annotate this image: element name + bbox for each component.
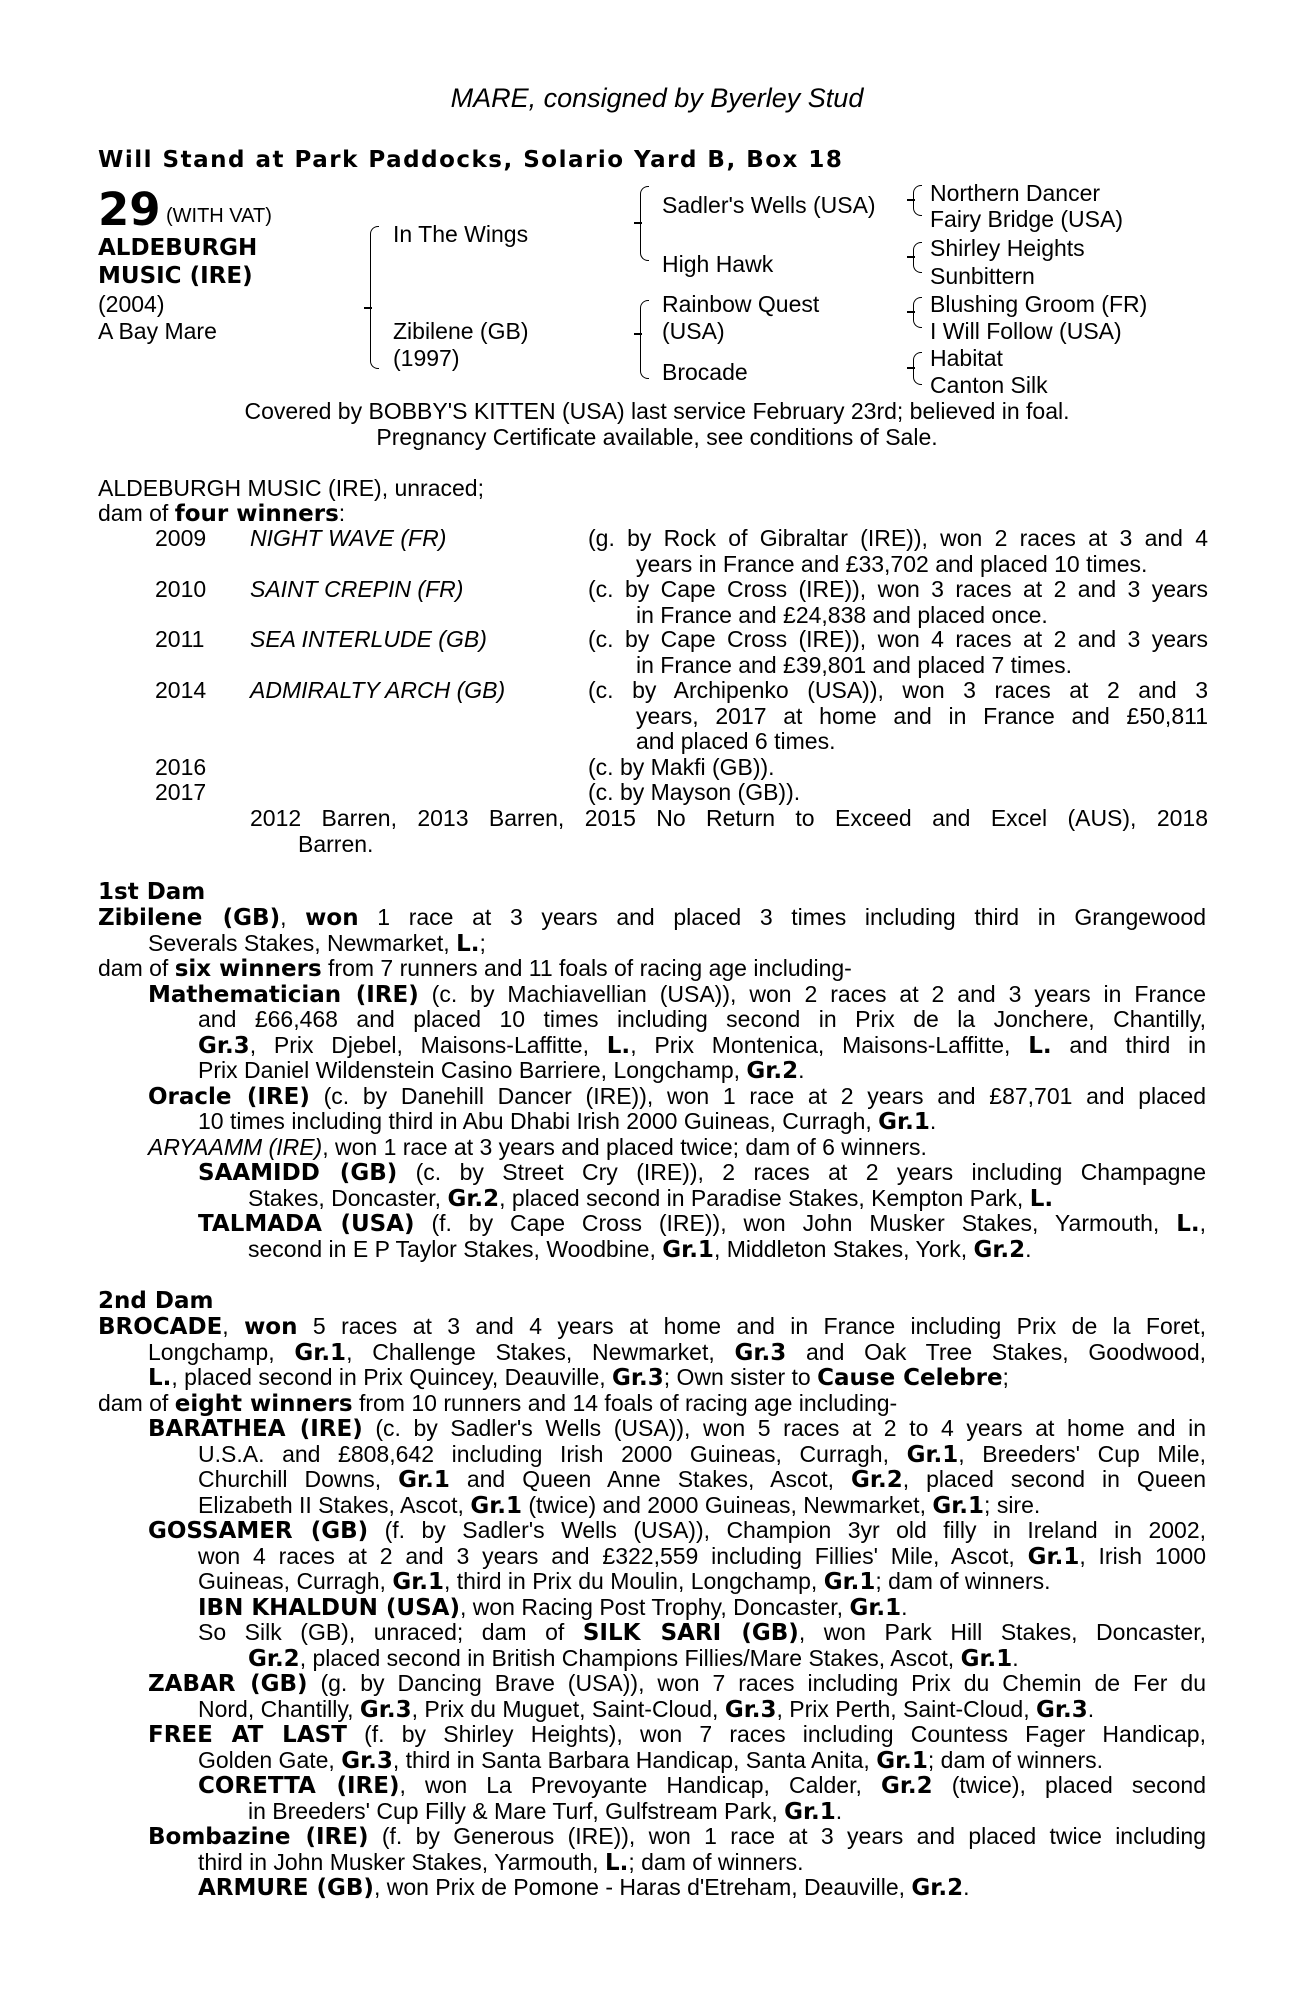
text-fragment: , Prix Djebel, Maisons-Laffitte, xyxy=(249,1031,607,1058)
text-line xyxy=(98,1211,1206,1237)
text-fragment: L. xyxy=(606,1032,631,1059)
text-line xyxy=(98,1620,1206,1646)
text-fragment: Stakes, Doncaster, xyxy=(248,1184,448,1211)
text-fragment: , won La Prevoyante Handicap, Calder, xyxy=(399,1772,881,1798)
text-fragment: , Middleton Stakes, York, xyxy=(713,1235,974,1262)
text-line: years in France and £33,702 and placed 10 times. xyxy=(636,550,1148,577)
text-line xyxy=(98,1875,1206,1901)
text-fragment: , placed second in Queen xyxy=(902,1466,1206,1492)
pedigree-brace-4-bottom xyxy=(913,257,922,273)
produce-details xyxy=(588,526,1208,577)
text-fragment: CORETTA (IRE) xyxy=(198,1773,400,1799)
dam-sire: Rainbow Quest xyxy=(662,291,820,317)
text-fragment: , placed second in Paradise Stakes, Kempton Park, xyxy=(499,1184,1030,1211)
dam-dam-sire: Habitat xyxy=(930,345,1003,371)
text-fragment: second in E P Taylor Stakes, Woodbine, xyxy=(248,1235,663,1262)
dam-year: (1997) xyxy=(393,345,460,371)
text-line xyxy=(98,1391,1206,1417)
barren-record xyxy=(250,806,1208,857)
text-fragment: won 4 races at 2 and 3 years and £322,559 including Fillies' Mile, Ascot, xyxy=(198,1542,1028,1569)
text-fragment: , xyxy=(222,1313,245,1339)
text-fragment: Gr.3 xyxy=(198,1032,250,1059)
dam-sire-country: (USA) xyxy=(662,318,725,344)
horse-description: A Bay Mare xyxy=(98,318,217,344)
text-fragment: Gr.1 xyxy=(398,1467,450,1493)
text-fragment: Cause Celebre xyxy=(817,1365,1003,1391)
text-fragment: BARATHEA (IRE) xyxy=(148,1416,363,1442)
text-fragment: , xyxy=(1199,1210,1207,1236)
text-line xyxy=(98,1697,1206,1723)
text-fragment: Severals Stakes, Newmarket, xyxy=(148,929,457,956)
text-line: years, 2017 at home and in France and £50,811 xyxy=(636,702,1208,729)
pedigree-brace-dam-bottom xyxy=(640,334,649,379)
produce-details xyxy=(588,678,1208,755)
text-fragment: , placed second in Prix Quincey, Deauville, xyxy=(171,1364,613,1390)
text-line: (c. by Cape Cross (IRE)), won 3 races at 2 and 3 years xyxy=(588,576,1208,602)
vat-note: (WITH VAT) xyxy=(166,205,272,227)
produce-year: 2016 xyxy=(155,754,207,780)
produce-year: 2009 xyxy=(155,525,207,551)
text-fragment: Gr.3 xyxy=(359,1696,412,1723)
text-fragment: (c. by Machiavellian (USA)), won 2 races at 2 and 3 years in France xyxy=(418,980,1206,1007)
text-fragment: (f. by Sadler's Wells (USA)), Champion 3yr old filly in Ireland in 2002, xyxy=(368,1517,1207,1543)
pedigree-brace-dam-top xyxy=(640,300,649,335)
text-line: (c. by Archipenko (USA)), won 3 races at 2 and 3 xyxy=(588,677,1208,703)
text-fragment: Prix Daniel Wildenstein Casino Barriere, Longchamp, xyxy=(198,1057,747,1083)
sire-dam: High Hawk xyxy=(662,251,774,277)
text-fragment: , Challenge Stakes, Newmarket, xyxy=(346,1338,735,1365)
text-fragment: Gr.1 xyxy=(878,1109,930,1135)
text-line: 2012 Barren, 2013 Barren, 2015 No Return to Exceed and Excel (AUS), 2018 xyxy=(250,805,1208,831)
text-fragment: Gr.1 xyxy=(1027,1543,1080,1570)
text-line: in France and £24,838 and placed once. xyxy=(636,601,1048,628)
text-fragment: ; xyxy=(479,929,486,956)
stand-location: Will Stand at Park Paddocks, Solario Yard B, Box 18 xyxy=(98,147,844,173)
text-fragment: , won Racing Post Trophy, Doncaster, xyxy=(459,1593,850,1620)
text-fragment: Gr.3 xyxy=(1036,1696,1088,1723)
text-fragment: , won Prix de Pomone - Haras d'Etreham, Deauville, xyxy=(373,1874,912,1900)
sire-sire-dam: Fairy Bridge (USA) xyxy=(930,206,1123,232)
text-fragment: Nord, Chantilly, xyxy=(198,1695,360,1722)
sire-dam-sire: Shirley Heights xyxy=(930,235,1085,261)
first-dam-section xyxy=(98,905,1206,1262)
pedigree-brace-3-bottom xyxy=(913,200,922,216)
text-line xyxy=(98,931,1206,957)
text-fragment: Gr.1 xyxy=(906,1441,959,1468)
text-fragment: Gr.3 xyxy=(612,1365,664,1391)
text-fragment: Gr.2 xyxy=(447,1185,500,1212)
second-dam-heading: 2nd Dam xyxy=(98,1288,214,1314)
text-fragment: L. xyxy=(1028,1032,1052,1059)
text-fragment: , Prix Perth, Saint-Cloud, xyxy=(776,1695,1037,1722)
text-line xyxy=(98,1518,1206,1544)
text-fragment: . xyxy=(1012,1644,1019,1671)
text-fragment: L. xyxy=(604,1849,629,1876)
text-fragment: Gr.1 xyxy=(823,1569,876,1595)
text-fragment: . xyxy=(835,1797,843,1824)
text-line xyxy=(98,1186,1206,1212)
text-fragment: , third in Santa Barbara Handicap, Santa Anita, xyxy=(392,1746,877,1773)
text-line xyxy=(98,1340,1206,1366)
horse-name-line1: ALDEBURGH xyxy=(98,235,258,261)
text-fragment: Gr.1 xyxy=(960,1645,1013,1672)
text-line xyxy=(98,1646,1206,1672)
text-fragment: TALMADA (USA) xyxy=(198,1211,415,1237)
text-line xyxy=(98,1773,1206,1799)
text-line xyxy=(98,1442,1206,1468)
text-fragment: won xyxy=(244,1314,298,1340)
text-line xyxy=(98,1467,1206,1493)
text-line: (c. by Cape Cross (IRE)), won 4 races at 2 and 3 years xyxy=(588,626,1208,652)
text-fragment: (f. by Generous (IRE)), won 1 race at 3 years and placed twice including xyxy=(368,1823,1206,1849)
text-fragment: ; dam of winners. xyxy=(628,1848,804,1875)
text-fragment: Gr.1 xyxy=(392,1569,445,1595)
text-fragment: and Queen Anne Stakes, Ascot, xyxy=(449,1466,852,1492)
text-fragment: and £66,468 and placed 10 times including second in Prix de la Jonchere, Chantilly, xyxy=(198,1006,1206,1032)
dam: Zibilene (GB) xyxy=(393,318,529,344)
text-fragment: in Breeders' Cup Filly & Mare Turf, Gulfstream Park, xyxy=(248,1797,785,1824)
text-fragment: . xyxy=(963,1874,970,1900)
text-line xyxy=(98,1850,1206,1876)
text-fragment: Gr.2 xyxy=(851,1467,903,1493)
text-line xyxy=(98,1416,1206,1442)
text-fragment: Gr.3 xyxy=(734,1339,787,1366)
text-line xyxy=(98,1365,1206,1391)
text-fragment: and third in xyxy=(1051,1031,1206,1058)
produce-name: NIGHT WAVE (FR) xyxy=(250,525,447,551)
sire-sire: Sadler's Wells (USA) xyxy=(662,192,876,218)
text-line xyxy=(98,1135,1206,1161)
text-fragment: So Silk (GB), unraced; dam of xyxy=(198,1619,583,1645)
pedigree-brace-6-bottom xyxy=(913,368,922,385)
text-fragment: SILK SARI (GB) xyxy=(582,1620,799,1646)
text-fragment: Gr.1 xyxy=(932,1492,985,1519)
text-line xyxy=(98,1109,1206,1135)
text-fragment: Gr.2 xyxy=(880,1773,933,1799)
text-fragment: Gr.2 xyxy=(248,1645,300,1672)
text-fragment: . xyxy=(1087,1695,1095,1722)
text-fragment: BROCADE xyxy=(98,1314,223,1340)
text-fragment: from 7 runners and 11 foals of racing age including- xyxy=(321,955,852,981)
text-line xyxy=(98,1033,1206,1059)
text-fragment: dam of xyxy=(98,500,175,526)
pedigree-brace-main-bottom xyxy=(370,308,379,369)
text-line xyxy=(98,1824,1206,1850)
produce-year: 2010 xyxy=(155,576,207,602)
text-line xyxy=(98,1595,1206,1621)
text-fragment: , won Park Hill Stakes, Doncaster, xyxy=(798,1619,1207,1645)
text-fragment: . xyxy=(901,1593,908,1620)
text-fragment: (g. by Dancing Brave (USA)), won 7 races including Prix du Chemin de Fer du xyxy=(307,1670,1206,1696)
text-fragment: Gr.1 xyxy=(294,1339,347,1366)
text-fragment: Gr.1 xyxy=(470,1492,522,1519)
text-fragment: L. xyxy=(1176,1211,1200,1237)
text-fragment: ; xyxy=(1002,1364,1009,1390)
text-fragment: (c. by Danehill Dancer (IRE)), won 1 race at 2 years and £87,701 and placed xyxy=(309,1082,1206,1109)
consignor-line: MARE, consigned by Byerley Stud xyxy=(450,83,864,113)
produce-details xyxy=(588,577,1208,628)
pedigree-brace-5-bottom xyxy=(913,312,922,328)
text-fragment: L. xyxy=(1029,1185,1054,1212)
produce-year: 2017 xyxy=(155,779,207,805)
text-fragment: ; sire. xyxy=(984,1491,1041,1518)
text-line: (g. by Rock of Gibraltar (IRE)), won 2 races at 3 and 4 xyxy=(588,525,1208,551)
text-line xyxy=(98,1671,1206,1697)
text-fragment: Longchamp, xyxy=(148,1338,295,1365)
text-line xyxy=(98,1058,1206,1084)
dam-dam-dam: Canton Silk xyxy=(930,372,1048,398)
text-fragment: Zibilene (GB) xyxy=(98,905,281,931)
text-line xyxy=(98,1544,1206,1570)
text-fragment: Gr.2 xyxy=(911,1875,964,1901)
text-fragment: , Prix Montenica, Maisons-Laffitte, xyxy=(630,1031,1029,1058)
text-fragment: IBN KHALDUN (USA) xyxy=(198,1594,460,1621)
foaling-year: (2004) xyxy=(98,291,165,317)
text-fragment: (c. by Sadler's Wells (USA)), won 5 races at 2 to 4 years at home and in xyxy=(362,1415,1206,1441)
text-line xyxy=(98,982,1206,1008)
text-fragment: , xyxy=(280,904,306,930)
text-fragment: Gr.3 xyxy=(341,1747,393,1774)
text-fragment: Elizabeth II Stakes, Ascot, xyxy=(198,1491,471,1518)
pregnancy-note: Pregnancy Certificate available, see conditions of Sale. xyxy=(376,424,938,450)
text-fragment: SAAMIDD (GB) xyxy=(198,1160,398,1186)
sire-sire-sire: Northern Dancer xyxy=(930,180,1101,206)
first-dam-heading: 1st Dam xyxy=(98,879,206,905)
produce-details xyxy=(588,755,1208,781)
text-fragment: U.S.A. and £808,642 including Irish 2000 Guineas, Curragh, xyxy=(198,1440,907,1467)
text-fragment: (f. by Shirley Heights), won 7 races including Countess Fager Handicap, xyxy=(346,1721,1206,1747)
produce-name: ADMIRALTY ARCH (GB) xyxy=(250,677,506,703)
lot-number: 29 xyxy=(98,183,161,236)
text-fragment: FREE AT LAST xyxy=(148,1722,347,1748)
second-dam-section xyxy=(98,1314,1206,1901)
text-fragment: Gr.2 xyxy=(746,1058,799,1084)
text-fragment: dam of xyxy=(98,1389,175,1416)
text-fragment: . xyxy=(929,1108,937,1134)
text-fragment: (twice) and 2000 Guineas, Newmarket, xyxy=(522,1491,933,1518)
text-fragment: ; dam of winners. xyxy=(875,1568,1051,1594)
text-fragment: won xyxy=(305,905,359,931)
text-line: and placed 6 times. xyxy=(636,728,836,754)
text-fragment: Gr.2 xyxy=(973,1236,1026,1263)
text-line: (c. by Makfi (GB)). xyxy=(588,754,775,780)
text-line xyxy=(98,1799,1206,1825)
text-fragment: eight winners xyxy=(174,1390,353,1417)
text-fragment: dam of xyxy=(98,955,175,981)
text-fragment: Mathematician (IRE) xyxy=(148,981,419,1008)
text-line xyxy=(98,1493,1206,1519)
dam-sire-sire: Blushing Groom (FR) xyxy=(930,291,1148,317)
produce-year: 2011 xyxy=(155,626,205,652)
text-fragment: Guineas, Curragh, xyxy=(198,1568,393,1594)
text-line xyxy=(98,1237,1206,1263)
text-fragment: L. xyxy=(456,930,480,957)
text-fragment: (twice), placed second xyxy=(932,1772,1206,1798)
mare-race-record: ALDEBURGH MUSIC (IRE), unraced; xyxy=(98,475,484,501)
text-line xyxy=(98,1160,1206,1186)
text-fragment: . xyxy=(798,1057,805,1083)
horse-name-line2: MUSIC (IRE) xyxy=(98,263,253,289)
text-fragment: Churchill Downs, xyxy=(198,1466,399,1492)
covered-note: Covered by BOBBY'S KITTEN (USA) last service February 23rd; believed in foal. xyxy=(244,398,1070,424)
dam-dam: Brocade xyxy=(662,359,748,385)
text-fragment: Bombazine (IRE) xyxy=(148,1824,369,1850)
text-fragment: 10 times including third in Abu Dhabi Irish 2000 Guineas, Curragh, xyxy=(198,1108,879,1134)
text-fragment: Gr.1 xyxy=(784,1798,836,1825)
mare-produce-summary xyxy=(98,501,345,528)
text-fragment: (c. by Street Cry (IRE)), 2 races at 2 years including Champagne xyxy=(397,1159,1207,1185)
text-line xyxy=(98,905,1206,931)
text-fragment: , placed second in British Champions Fillies/Mare Stakes, Ascot, xyxy=(299,1644,961,1671)
text-line xyxy=(98,956,1206,982)
dam-sire-dam: I Will Follow (USA) xyxy=(930,318,1122,344)
pedigree-brace-sire-bottom xyxy=(640,223,649,261)
pedigree-brace-main-top xyxy=(370,226,379,309)
text-line: (c. by Mayson (GB)). xyxy=(588,779,801,805)
text-fragment: third in John Musker Stakes, Yarmouth, xyxy=(198,1848,605,1875)
text-line xyxy=(98,1722,1206,1748)
text-line xyxy=(98,1569,1206,1595)
sire-dam-dam: Sunbittern xyxy=(930,263,1035,289)
text-fragment: , Irish 1000 xyxy=(1079,1542,1206,1569)
text-fragment: Gr.3 xyxy=(724,1696,777,1723)
produce-details xyxy=(588,627,1208,678)
sire: In The Wings xyxy=(393,221,529,247)
produce-year: 2014 xyxy=(155,677,207,703)
text-line xyxy=(98,1314,1206,1340)
produce-name: SEA INTERLUDE (GB) xyxy=(250,626,487,652)
text-fragment: , third in Prix du Moulin, Longchamp, xyxy=(444,1568,824,1594)
produce-details xyxy=(588,780,1208,806)
text-fragment: four winners xyxy=(174,501,339,527)
text-fragment: ; dam of winners. xyxy=(927,1746,1104,1773)
text-fragment: ARYAAMM (IRE) xyxy=(148,1133,323,1160)
text-fragment: from 10 runners and 14 foals of racing age including- xyxy=(352,1389,898,1416)
text-fragment: six winners xyxy=(174,956,322,982)
pedigree-brace-sire-top xyxy=(640,186,649,224)
text-line xyxy=(98,1084,1206,1110)
text-fragment: , Prix du Muguet, Saint-Cloud, xyxy=(411,1695,725,1722)
text-fragment: ; Own sister to xyxy=(663,1364,818,1390)
text-fragment: ARMURE (GB) xyxy=(198,1875,374,1901)
text-line: in France and £39,801 and placed 7 times. xyxy=(636,651,1073,678)
text-fragment: Oracle (IRE) xyxy=(148,1083,310,1110)
text-fragment: : xyxy=(338,500,346,526)
text-fragment: Golden Gate, xyxy=(198,1746,342,1773)
text-fragment: Gr.1 xyxy=(662,1236,714,1263)
text-line: Barren. xyxy=(298,830,374,857)
text-fragment: Gr.1 xyxy=(849,1594,902,1621)
text-fragment: 1 race at 3 years and placed 3 times including third in Grangewood xyxy=(358,904,1207,930)
text-fragment: 5 races at 3 and 4 years at home and in France including Prix de la Foret, xyxy=(297,1313,1207,1339)
text-line xyxy=(98,1748,1206,1774)
produce-name: SAINT CREPIN (FR) xyxy=(250,576,464,602)
text-fragment: ZABAR (GB) xyxy=(148,1671,308,1697)
text-fragment: (f. by Cape Cross (IRE)), won John Musker Stakes, Yarmouth, xyxy=(414,1210,1177,1236)
text-fragment: Gr.1 xyxy=(876,1747,928,1774)
text-fragment: . xyxy=(1025,1235,1032,1262)
text-fragment: , Breeders' Cup Mile, xyxy=(958,1440,1206,1467)
text-fragment: and Oak Tree Stakes, Goodwood, xyxy=(786,1338,1207,1365)
text-fragment: GOSSAMER (GB) xyxy=(148,1518,369,1544)
text-fragment: , won 1 race at 3 years and placed twice; dam of 6 winners. xyxy=(322,1133,927,1160)
text-fragment: L. xyxy=(148,1365,172,1391)
text-line xyxy=(98,1007,1206,1033)
